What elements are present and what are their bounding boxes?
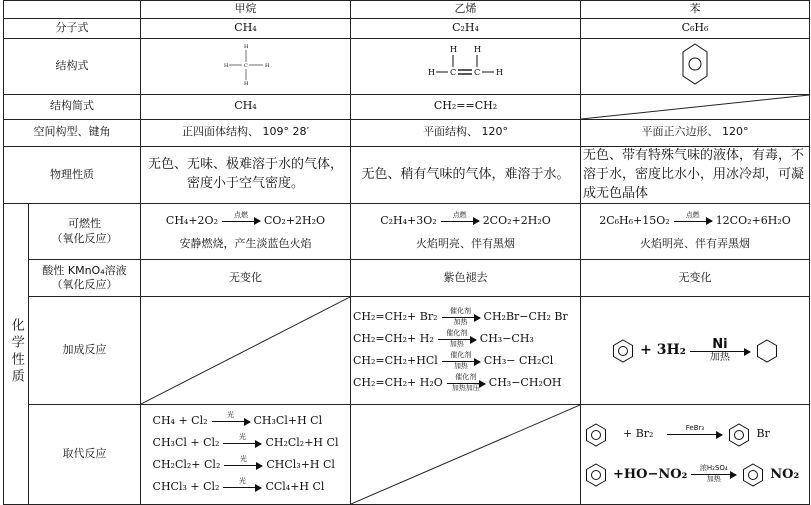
reaction-note: 火焰明亮、伴有弄黑烟	[640, 236, 750, 250]
row-label: 结构式	[4, 39, 141, 95]
empty-diagonal-cell	[351, 405, 581, 505]
reactants: CHCl₃ + Cl₂	[152, 480, 220, 494]
reaction	[353, 329, 568, 351]
cell: 紫色褪去	[351, 260, 581, 297]
condition-top: Ni	[712, 337, 728, 353]
cell: 无色、带有特殊气味的液体，有毒，不溶于水，密度比水小，用冰冷却，可凝成无色晶体	[581, 146, 810, 204]
benzene-addition-cell	[581, 297, 810, 405]
condition-bottom: 加热	[449, 340, 464, 349]
cyclohexane-ring-icon	[754, 337, 780, 365]
row-label: 结构简式	[4, 94, 141, 119]
cell: CH₄	[141, 94, 351, 119]
benzene-ring-icon	[583, 461, 609, 489]
header-methane: 甲烷	[141, 1, 351, 19]
reactants: +HO−NO₂	[613, 467, 688, 483]
cell: 正四面体结构、 109° 28′	[141, 119, 351, 146]
reactants: CH₄ + Cl₂	[152, 414, 208, 428]
reactants: CH₂Cl₂+ Cl₂	[152, 458, 221, 472]
empty-diagonal-cell	[581, 94, 810, 119]
chem-label-cell	[4, 204, 29, 505]
row-label	[29, 260, 141, 297]
label-sub: （氧化反应）	[51, 278, 118, 292]
row-label	[29, 204, 141, 260]
kmno4-row	[4, 260, 810, 297]
reaction	[583, 415, 807, 455]
products: 12CO₂+6H₂O	[715, 214, 791, 228]
reactants: CH₄+2O₂	[165, 214, 218, 228]
benzene-ring-icon	[610, 337, 636, 365]
svg-text:H: H	[495, 68, 503, 77]
condition-top: 点燃	[233, 210, 248, 219]
cell: CH₂==CH₂	[351, 94, 581, 119]
cell: 无变化	[581, 260, 810, 297]
diagonal-line	[351, 405, 580, 504]
condition-bottom: 加热	[453, 318, 468, 327]
condition-top: 浓H₂SO₄	[699, 464, 728, 473]
methane-structure	[141, 39, 351, 95]
reaction	[583, 336, 807, 366]
products: CHCl₃+H Cl	[266, 458, 335, 472]
row-label: 分子式	[4, 19, 141, 39]
benzene-ring-icon	[583, 421, 609, 449]
cell: 平面结构、 120°	[351, 119, 581, 146]
reaction-arrow	[223, 478, 261, 497]
formula-row	[4, 19, 810, 39]
reaction-arrow	[447, 374, 485, 393]
condition-top: FeBr₃	[685, 424, 705, 433]
addition-row	[4, 297, 810, 405]
svg-text:C: C	[243, 63, 248, 69]
reaction-list	[153, 411, 339, 499]
reaction-list	[353, 307, 568, 395]
row-label: 加成反应	[29, 297, 141, 405]
combustion-cell	[581, 204, 810, 260]
empty-diagonal-cell	[141, 297, 351, 405]
nitrobenzene-ring-icon	[740, 461, 766, 489]
header-row	[4, 1, 810, 19]
products: CO₂+2H₂O	[263, 214, 326, 228]
reaction-arrow	[674, 212, 712, 231]
benzene-ring-icon	[680, 39, 710, 89]
reaction	[353, 351, 568, 373]
methane-substitution-cell	[141, 405, 351, 505]
benzene-substitution-cell	[581, 405, 810, 505]
substitution-row	[4, 405, 810, 505]
condition-bottom: 加热	[706, 475, 721, 484]
reaction-note: 火焰明亮、伴有黑烟	[416, 236, 515, 250]
reaction-arrow	[223, 434, 261, 453]
condition-top: 点燃	[452, 210, 467, 219]
chem-label: 化学性质	[8, 317, 24, 386]
products: 2CO₂+2H₂O	[482, 214, 551, 228]
reactants: + Br₂	[623, 427, 654, 441]
reaction-arrow	[222, 212, 260, 231]
svg-text:H: H	[243, 44, 248, 50]
bromobenzene-ring-icon	[726, 421, 752, 449]
row-label: 物理性质	[4, 146, 141, 204]
reaction-arrow	[212, 412, 250, 431]
row-label: 取代反应	[29, 405, 141, 505]
label-text: 可燃性	[68, 217, 101, 231]
cell: 无变化	[141, 260, 351, 297]
reaction	[153, 433, 339, 455]
simplified-row	[4, 94, 810, 119]
label-text: 酸性 KMnO₄溶液	[42, 263, 127, 277]
svg-text:C: C	[473, 68, 480, 77]
condition-top: 光	[239, 455, 247, 464]
reaction	[353, 373, 568, 395]
reactants: CH₂=CH₂+HCl	[353, 354, 438, 368]
condition-top: 光	[238, 433, 246, 442]
reaction-arrow	[442, 308, 480, 327]
combustion-row	[4, 204, 810, 260]
products: CCl₄+H Cl	[265, 480, 325, 494]
physical-row	[4, 146, 810, 204]
cell: 无色、无味、极难溶于水的气体，密度小于空气密度。	[141, 146, 351, 204]
condition-top: 光	[238, 477, 246, 486]
products: CH₃− CH₂Cl	[483, 354, 554, 368]
products: CH₃Cl+H Cl	[253, 414, 323, 428]
condition-top: 催化剂	[450, 351, 472, 360]
svg-text:H: H	[427, 68, 435, 77]
label-sub: （氧化反应）	[51, 231, 118, 245]
svg-text:C: C	[449, 68, 456, 77]
cell: 平面正六边形、 120°	[581, 119, 810, 146]
cell: 无色、稍有气味的气体，难溶于水。	[351, 146, 581, 204]
products: CH₃−CH₃	[479, 332, 534, 346]
header-ethylene: 乙烯	[351, 1, 581, 19]
reaction-arrow	[224, 456, 262, 475]
reactants: C₂H₄+3O₂	[380, 214, 437, 228]
ethylene-addition-cell	[351, 297, 581, 405]
row-label: 空间构型、键角	[4, 119, 141, 146]
ethylene-structure-drawing	[426, 39, 506, 89]
header-benzene: 苯	[581, 1, 810, 19]
structural-row	[4, 39, 810, 95]
reaction-arrow	[438, 330, 476, 349]
reactants: CH₂=CH₂+ Br₂	[353, 310, 438, 324]
reaction	[153, 477, 339, 499]
reaction-arrow	[442, 352, 480, 371]
reactants: CH₃Cl + Cl₂	[152, 436, 220, 450]
condition-top: 催化剂	[450, 307, 472, 316]
reaction-arrow	[691, 465, 736, 484]
diagonal-line	[141, 297, 350, 404]
reaction	[583, 212, 807, 231]
reaction	[153, 411, 339, 433]
product-substituent: Br	[756, 427, 770, 441]
condition-bottom: 加热	[709, 352, 730, 364]
reaction-arrow	[441, 212, 479, 231]
condition-top: 点燃	[685, 210, 700, 219]
reaction-note: 安静燃烧，产生淡蓝色火焰	[179, 236, 312, 250]
svg-text:H: H	[449, 45, 457, 54]
reactants: CH₂=CH₂+ H₂O	[353, 376, 443, 390]
svg-text:H: H	[264, 63, 269, 69]
reaction	[583, 455, 807, 495]
diagonal-line	[581, 95, 809, 119]
svg-text:H: H	[243, 81, 248, 87]
benzene-structure	[581, 39, 810, 95]
geometry-row	[4, 119, 810, 146]
methane-structure-drawing	[216, 39, 276, 89]
condition-top: 光	[227, 411, 235, 420]
cell: C₂H₄	[351, 19, 581, 39]
products: CH₃−CH₂OH	[488, 376, 562, 390]
combustion-cell	[141, 204, 351, 260]
reactants: + 3H₂	[640, 342, 686, 359]
products: CH₂Cl₂+H Cl	[265, 436, 339, 450]
ethylene-structure	[351, 39, 581, 95]
hydrocarbon-comparison-table	[3, 0, 810, 505]
cell: C₆H₆	[581, 19, 810, 39]
svg-text:H: H	[223, 63, 228, 69]
cell: CH₄	[141, 19, 351, 39]
reaction-arrow	[690, 338, 750, 363]
reaction	[153, 455, 339, 477]
reaction-arrow	[667, 425, 722, 444]
products: CH₂Br−CH₂ Br	[483, 310, 568, 324]
reactants: 2C₆H₆+15O₂	[599, 214, 670, 228]
reaction	[353, 212, 578, 231]
reactants: CH₂=CH₂+ H₂	[353, 332, 434, 346]
product-substituent: NO₂	[770, 467, 800, 483]
condition-top: 催化剂	[446, 329, 468, 338]
reaction	[143, 212, 348, 231]
condition-bottom: 加热	[453, 362, 468, 371]
condition-top: 催化剂	[455, 373, 477, 382]
reaction	[353, 307, 568, 329]
condition-bottom: 加热加压	[451, 384, 480, 393]
corner-cell	[4, 1, 141, 19]
svg-text:H: H	[473, 45, 481, 54]
combustion-cell	[351, 204, 581, 260]
